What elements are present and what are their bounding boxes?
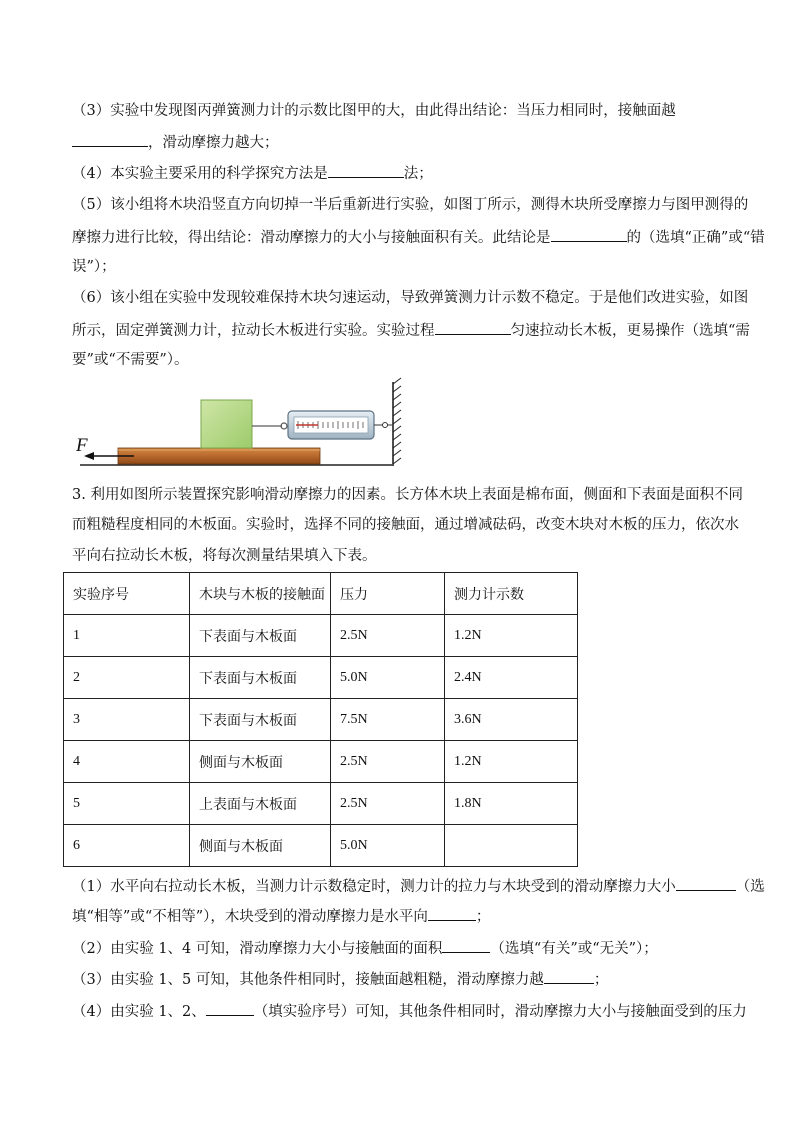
answer-blank[interactable] <box>328 163 404 178</box>
table-cell: 3 <box>64 699 190 741</box>
sub4-text-a: （4）由实验 1、2、 <box>72 1004 206 1020</box>
sub3-text-a: （3）由实验 1、5 可知，其他条件相同时，接触面越粗糙，滑动摩擦力越 <box>72 972 544 988</box>
table-header-cell: 实验序号 <box>64 573 190 615</box>
table-cell: 下表面与木板面 <box>190 699 331 741</box>
table-cell: 2.5N <box>331 615 445 657</box>
sub1-line-2 <box>72 906 490 927</box>
q3-intro-text-2: 而粗糙程度相同的木板面。实验时，选择不同的接触面，通过增减砝码，改变木块对木板的压力，依次水 <box>72 517 739 533</box>
sub1-text-c: 填“相等”或“不相等”），木块受到的滑动摩擦力是水平向 <box>72 909 428 925</box>
q5-text-a: （5）该小组将木块沿竖直方向切掉一半后重新进行实验，如图丁所示，测得木块所受摩擦力与图甲测得的 <box>72 197 749 213</box>
q5-line-3 <box>72 257 116 277</box>
table-header-row <box>64 573 578 615</box>
answer-blank[interactable] <box>435 320 511 335</box>
table-row <box>64 825 578 867</box>
table-cell: 1.8N <box>445 783 578 825</box>
q6-line-2 <box>72 320 750 341</box>
spring-scale <box>281 411 393 439</box>
table-cell: 5 <box>64 783 190 825</box>
table-cell: 上表面与木板面 <box>190 783 331 825</box>
q5-line-1 <box>72 195 748 215</box>
sub1-text-a: （1）水平向右拉动长木板，当测力计示数稳定时，测力计的拉力与木块受到的滑动摩擦力大小 <box>72 879 676 895</box>
table-cell: 2.5N <box>331 741 445 783</box>
q3-text-b: ，滑动摩擦力越大； <box>148 135 279 151</box>
q6-line-1 <box>72 288 748 308</box>
sub1-line-1 <box>72 876 765 897</box>
sub2-text-a: （2）由实验 1、4 可知，滑动摩擦力大小与接触面的面积 <box>72 941 443 957</box>
q6-line-3 <box>72 350 189 370</box>
answer-blank[interactable] <box>206 1001 254 1016</box>
table-cell: 2.5N <box>331 783 445 825</box>
q5-text-d: 误”）； <box>72 259 116 275</box>
answer-blank[interactable] <box>428 906 476 921</box>
q3-intro-line-1 <box>72 485 743 505</box>
q6-text-c: 匀速拉动长木板，更易操作（选填“需 <box>510 323 750 339</box>
q3-intro-text-1: 3. 利用如图所示装置探究影响滑动摩擦力的因素。长方体木块上表面是棉布面，侧面和下表面是面积不同 <box>72 487 743 503</box>
q6-text-a: （6）该小组在实验中发现较难保持木块匀速运动，导致弹簧测力计示数不稳定。于是他们改进实验，如图 <box>72 290 749 306</box>
sub4-text-b: （填实验序号）可知，其他条件相同时，滑动摩擦力大小与接触面受到的压力 <box>253 1004 747 1020</box>
table-cell: 下表面与木板面 <box>190 615 331 657</box>
sub3-text-b: ； <box>593 972 609 988</box>
table-cell: 1.2N <box>445 741 578 783</box>
answer-blank[interactable] <box>72 132 148 147</box>
sub3-line <box>72 969 608 990</box>
answer-blank[interactable] <box>544 969 594 984</box>
table-row <box>64 783 578 825</box>
table-cell: 2 <box>64 657 190 699</box>
table-row <box>64 741 578 783</box>
q3-line-2 <box>72 132 279 153</box>
table-cell: 1.2N <box>445 615 578 657</box>
table-cell: 侧面与木板面 <box>190 825 331 867</box>
sub4-line <box>72 1001 747 1022</box>
q4-text-b: 法； <box>403 166 433 182</box>
wooden-block <box>201 400 252 448</box>
force-label: F <box>76 435 88 456</box>
q3-text-a: （3）实验中发现图丙弹簧测力计的示数比图甲的大，由此得出结论：当压力相同时，接触面越 <box>72 103 676 119</box>
table-row <box>64 657 578 699</box>
q4-line <box>72 163 433 184</box>
sub2-text-b: （选填“有关”或“无关”）； <box>490 941 658 957</box>
table-cell: 7.5N <box>331 699 445 741</box>
table-cell: 6 <box>64 825 190 867</box>
table-header-cell: 测力计示数 <box>445 573 578 615</box>
table-cell: 3.6N <box>445 699 578 741</box>
table-row <box>64 699 578 741</box>
q5-line-2 <box>72 227 765 248</box>
answer-blank[interactable] <box>442 938 490 953</box>
answer-blank[interactable] <box>551 227 627 242</box>
q6-text-d: 要”或“不需要”）。 <box>72 352 189 368</box>
table-header-cell: 压力 <box>331 573 445 615</box>
q3-intro-line-2 <box>72 515 739 535</box>
table-cell: 1 <box>64 615 190 657</box>
wall-hatching <box>393 378 401 464</box>
q5-text-b: 摩擦力进行比较，得出结论：滑动摩擦力的大小与接触面积有关。此结论是 <box>72 230 551 246</box>
table-row <box>64 615 578 657</box>
experiment-figure <box>70 376 410 472</box>
table-cell: 4 <box>64 741 190 783</box>
q4-text-a: （4）本实验主要采用的科学探究方法是 <box>72 166 328 182</box>
sub1-text-d: ； <box>475 909 491 925</box>
table-cell: 5.0N <box>331 657 445 699</box>
answer-blank[interactable] <box>676 876 736 891</box>
table-cell: 2.4N <box>445 657 578 699</box>
table-cell: 5.0N <box>331 825 445 867</box>
q3-intro-line-3 <box>72 546 377 566</box>
q6-text-b: 所示，固定弹簧测力计，拉动长木板进行实验。实验过程 <box>72 323 435 339</box>
table-cell: 侧面与木板面 <box>190 741 331 783</box>
sub2-line <box>72 938 658 959</box>
table-cell-empty-answer[interactable] <box>445 825 578 867</box>
q3-intro-text-3: 平向右拉动长木板，将每次测量结果填入下表。 <box>72 548 377 564</box>
sub1-text-b: （选 <box>735 879 765 895</box>
q5-text-c: 的（选填“正确”或“错 <box>626 230 765 246</box>
table-cell: 下表面与木板面 <box>190 657 331 699</box>
table-header-cell: 木块与木板的接触面 <box>190 573 331 615</box>
q3-line-1 <box>72 101 676 121</box>
results-table <box>63 572 578 867</box>
